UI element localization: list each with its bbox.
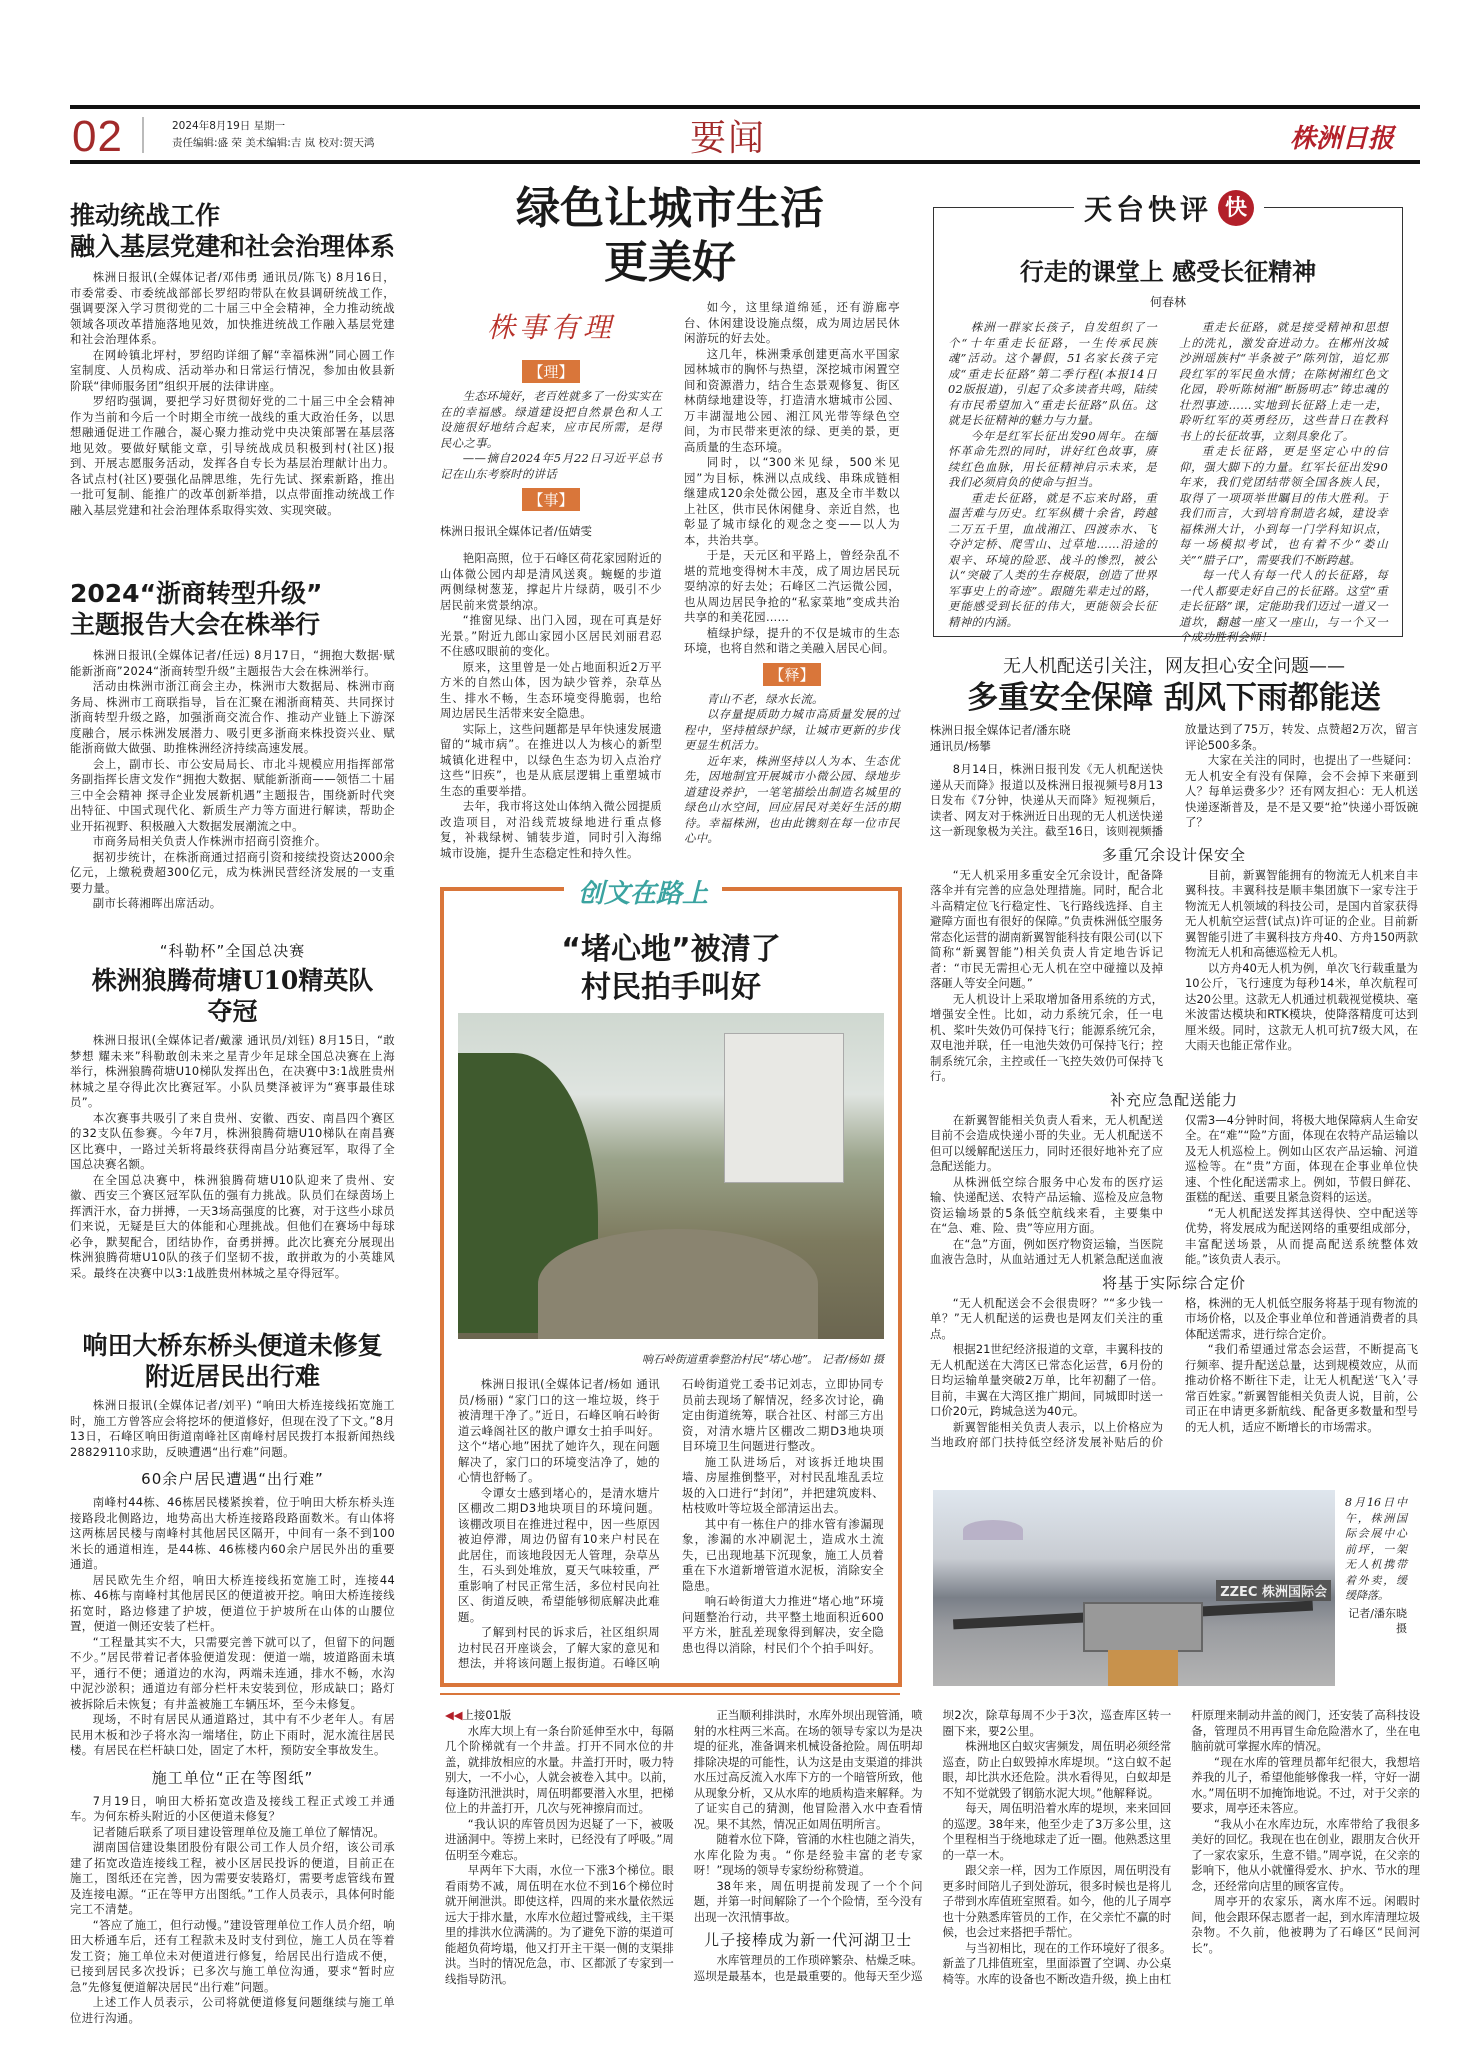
article-body — [70, 1495, 395, 1759]
issue-date: 2024年8月19日 星期一 — [172, 120, 286, 132]
paragraph: “无人机配送发挥其送得快、空中配送等优势，将发展成为配送网络的重要组成部分，丰富配送场景，从而提高配送系统整体效能。”该负责人表示。 — [1185, 1205, 1418, 1266]
paragraph: 艳阳高照，位于石峰区荷花家园附近的山体微公园内却是清风送爽。蜿蜒的步道两侧绿树葱茏，撑起片片绿荫，吸引不少居民前来赏景纳凉。 — [440, 551, 662, 612]
byline: 通讯员/杨攀 — [930, 739, 991, 753]
paragraph: 其中有一栋住户的排水管有渗漏现象，渗漏的水冲刷泥土，造成水土流失，已出现地基下沉现象，施工人员着重在下水道新增管道水泥板，消除安全隐患。 — [682, 1516, 884, 1593]
headline: 行走的课堂上 感受长征精神 — [1019, 257, 1317, 286]
paragraph: 副市长蒋湘晖出席活动。 — [92, 896, 222, 910]
paragraph: 以存量提质助力城市高质量发展的过程中，坚持植绿护绿，让城市更新的步伐更显生机活力。 — [684, 707, 900, 752]
author: 何春林 — [1149, 295, 1186, 309]
paragraph: 湖南国信建设集团股份有限公司工作人员介绍，该公司承建了拓宽改造连接线工程，被小区居民投诉的便道，目前正在施工，图纸还在完善，因为需要安装路灯，需要考虑管线布置及连接电源。“正在等甲方出图纸。”工作人员表示，具体何时能完工不清楚。 — [70, 1840, 395, 1916]
paragraph: 株洲日报讯(全媒体记者/刘平) “响田大桥连接线拓宽施工时，施工方曾答应会将挖坏的便道修好，但现在没了下文。”8月13日，石峰区响田街道南峰社区南峰村居民拨打本报新闻热线28829110求助，反映遭遇“出行难”问题。 — [70, 1398, 395, 1459]
kicker: 无人机配送引关注，网友担心安全问题—— — [1003, 656, 1345, 677]
paragraph: 施工队进场后，对该拆迁地块围墙、房屋推倒整平，对村民乱堆乱丢垃圾的入口进行“封闭”，并把建筑废料、枯枝败叶等垃圾全部清运出去。 — [682, 1454, 884, 1515]
paragraph: 在“急”方面，例如医疗物资运输，当医院血液告急时，从血站通过无人机紧急配送血液仅需3—4分钟时间，将极大地保障病人生命安全。在“难”“险”方面，体现在农特产品运输以及无人机巡检上。例如山区农产品运输、河道巡检等。在“贵”方面，体现在企事业单位快速、个性化配送需求上。例如，节假日鲜花、蛋糕的配送、重要且紧急资料的运送。 — [930, 1112, 1418, 1266]
article-football — [70, 940, 395, 1281]
column-logo: 株事有理 — [486, 311, 615, 344]
article-body — [70, 1794, 395, 2027]
paragraph: 周亭开的农家乐，离水库不远。闲暇时间，他会跟环保志愿者一起，到水库清理垃圾杂物。不久前，他被聘为了石峰区“民间河长”。 — [1191, 1894, 1420, 1955]
subheading: 儿子接棒成为新一代河湖卫士 — [704, 1931, 913, 1949]
article-body — [930, 1113, 1418, 1268]
headline: 响田大桥东桥头便道未修复 — [82, 1331, 383, 1360]
paragraph: 于是，天元区和平路上，曾经杂乱不堪的荒地变得树木丰茂，成了周边居民玩耍纳凉的好去处；石峰区二汽运微公园，也从周边居民争抢的“私家菜地”变成共治共享的和美花园…… — [684, 548, 900, 624]
paragraph: 植绿护绿，提升的不仅是城市的生态环境，也将自然和谐之美融入居民心间。 — [684, 625, 900, 655]
header-top-rule — [70, 105, 1420, 109]
article-united-front — [70, 200, 395, 518]
paragraph: 水库管理员的工作琐碎繁杂、枯燥乏味。巡坝是最基本，也是最重要的。他每天至少巡坝2次，除草每周不少于3次，巡查库区转一圈下来，要2公里。 — [693, 1708, 1172, 1983]
paragraph: 38年来，周伍明提前发现了一个个问题，并第一时间解除了一个个险情，至今没有出现一次汛情事故。 — [693, 1878, 923, 1924]
headline: “堵心地”被清了 — [561, 932, 781, 967]
paragraph: 了解到村民的诉求后，社区组织周边村民召开座谈会，了解大家的意见和想法，并将该问题上报街道。石峰区响石岭街道党工委书记刘志，立即协同专员前去现场了解情况，经多次讨论，确定由街道统筹，联合社区、村部三方出资，对清水塘片区棚改二期D3地块项目环境卫生问题进行整改。 — [458, 1377, 884, 1670]
article-body — [70, 1398, 395, 1460]
arrow-left-icon: ◀◀ — [445, 1708, 463, 1722]
paragraph: “现在水库的管理员都年纪很大，我想培养我的儿子，希望他能够像我一样，守好一湖水。”周伍明不加掩饰地说。不过，对于父亲的要求，周亭还未答应。 — [1191, 1754, 1420, 1815]
paragraph: 每天，周伍明沿着水库的堤坝，来来回回的巡逻。38年来，他至少走了3万多公里，这个里程相当于绕地球走了近一圈。他熟悉这里的一草一木。 — [942, 1801, 1172, 1862]
paragraph: 7月19日，响田大桥拓宽改造及接线工程正式竣工并通车。为何东桥头附近的小区便道未修复？ — [70, 1793, 395, 1823]
page-number: 02 — [72, 112, 123, 161]
headline: 更美好 — [604, 237, 736, 288]
article-body — [70, 270, 395, 518]
paragraph: 近年来，株洲坚持以人为本、生态优先，因地制宜开展城市小微公园、绿地步道建设养护，一笔笔描绘出制造名城里的绿色山水空间，回应居民对美好生活的期待。幸福株洲，也由此镌刻在每一位市民心中。 — [684, 753, 900, 845]
article-chuangwen-box — [440, 879, 902, 1687]
paragraph: “无人机采用多重安全冗余设计，配备降落伞并有完善的应急处理措施。同时，配合北斗高精定位飞行稳定性、飞行路线选择、自主避障方面也有很好的保障。”负责株洲低空服务常态化运营的湖南新翼智能科技有限公司(以下简称“新翼智能”)相关负责人肯定地告诉记者：“市民无需担心无人机在空中碰撞以及掉落砸人等安全问题。” — [930, 867, 1163, 990]
divider — [142, 117, 144, 153]
quote: 生态环境好，老百姓就多了一份实实在在的幸福感。绿道建设把自然景色和人工设施很好地结合起来，应市民所需，是得民心之事。 — [440, 389, 662, 450]
byline: 株洲日报讯全媒体记者/伍婧雯 — [440, 524, 592, 538]
column-logo-text: 天台快评 — [1084, 193, 1213, 226]
paragraph: 与当初相比，现在的工作环境好了很多。新盖了几排值班室，里面添置了空调、办公桌椅等。水库的设备也不断改造升级，换上由杠杆原理来制动井盖的阀门，还安装了高科技设备，管理员不用再冒生命危险潜水了，坐在电脑前就可掌握水库的情况。 — [942, 1708, 1420, 1986]
quote-source: ——摘自2024年5月22日习近平总书记在山东考察时的讲话 — [440, 451, 662, 481]
article-continued — [445, 1708, 1420, 1987]
subheading: 施工单位“正在等图纸” — [151, 1768, 314, 1787]
paragraph: 大家在关注的同时，也提出了一些疑问：无人机安全有没有保障，会不会掉下来砸到人？每单运费多少？还有网友担心：无人机送快递逐渐普及，是不是又要“抢”快递小哥饭碗了？ — [1185, 753, 1418, 829]
subheading: 将基于实际综合定价 — [1101, 1273, 1246, 1292]
tag-li: 【理】 — [522, 360, 579, 383]
paragraph: 8月14日，株洲日报刊发《无人机配送快递从天而降》报道以及株洲日报视频号8月13日发布《7分钟，快递从天而降》短视频后，读者、网友对于株洲近日出现的无人机送快递这一新现象极为关注。截至16日，该则视频播放量达到了75万，转发、点赞超2万次，留言评论500多条。 — [930, 722, 1418, 838]
divider — [440, 1693, 900, 1695]
article-zheshang — [70, 578, 395, 912]
paragraph: 罗绍昀强调，要把学习好贯彻好党的二十届三中全会精神作为当前和今后一个时期全市统一战线的重大政治任务，以思想融通促进工作融合，凝心聚力推动党中央决策部署在基层落地见效。要做好赋能文章，引导统战成员积极到村(社区)报到、开展志愿服务活动，发挥各自专长为基层治理献计出力。各试点村(社区)要强化品牌思维，先行先试、探索新路，推出一批可复制、能推广的改革创新举措，以点带面推动统战工作融入基层党建和社会治理体系取得实效、实现突破。 — [70, 394, 395, 517]
paragraph: 会上，副市长、市公安局局长、市北斗规模应用指挥部常务副指挥长唐文发作“拥抱大数据、赋能新浙商——领悟二十届三中全会精神 探寻企业发展新机遇”主题报告，围绕新时代突出特征、中国式现代化、新质生产力等方面进行解读，帮助企业开拓视野、积极融入大数据发展潮流之中。 — [70, 756, 395, 833]
paragraph: 株洲一群家长孩子，自发组织了一个“十年重走长征路，一生传承民族魂”活动。这个暑假，51名家长孩子完成“重走长征路”第二季行程(本报14日02版报道)，引起了众多读者共鸣，陆续有市民希望加入“重走长征路”队伍。这就是长征精神的魅力与力量。 — [948, 320, 1157, 427]
kicker: “科勒杯”全国总决赛 — [159, 942, 306, 960]
paragraph: 实际上，这些问题都是早年快速发展遗留的“城市病”。在推进以人为核心的新型城镇化进程中，以绿色生态为切入点治疗这些“旧疾”，也是从底层逻辑上重塑城市生态的重要举措。 — [440, 721, 662, 798]
paragraph: 在全国总决赛中，株洲狼腾荷塘U10队迎来了贵州、安徽、西安三个赛区冠军队伍的强有力挑战。队员们在绿茵场上挥洒汗水，奋力拼搏，一天3场高强度的比赛，对于这些小球员们来说，无疑是巨大的体能和心理挑战。但他们在赛场中每球必争，默契配合，团结协作，奋勇拼搏。此次比赛充分展现出株洲狼腾荷塘U10队的孩子们坚韧不拔，敢拼敢为的小英雄风采。最终在决赛中以3:1战胜贵州林城之星夺得冠军。 — [70, 1172, 395, 1280]
masthead-logo: 株洲日报 — [1290, 124, 1395, 154]
paragraph: 正当顺利排洪时，水库外坝出现管涌，喷射的水柱两三米高。在场的领导专家以为是决堤的征兆，准备调来机械设备抢险。周伍明却排除决堤的可能性，认为这是由支渠道的排洪水压过高反流入水库下方的一个暗管所致，他从现象分析，又从水库的地质构造来解释。为了证实自己的猜测，他冒险潜入水中查看情况。果不其然，情况正如周伍明所言。 — [693, 1708, 923, 1831]
paragraph: 在网岭镇北坪村，罗绍昀详细了解“幸福株洲”同心圆工作室制度、人员构成、活动举办和日常运行情况，参加由攸县新阶联“律师服务团”组织开展的法律讲座。 — [70, 347, 395, 393]
paragraph: 去年，我市将这处山体纳入微公园提质改造项目，对沿线荒坡绿地进行重点修复，补栽绿树、铺装步道，同时引入海绵城市设施，提升生态稳定性和持久性。 — [440, 799, 662, 860]
paragraph: 新翼智能相关负责人表示，以上价格应为当地政府部门扶持低空经济发展补贴后的价格，株洲的无人机低空服务将基于现有物流的市场价格，以及企事业单位和普通消费者的具体配送需求，进行综合定价。 — [930, 1295, 1418, 1449]
section-title: 要闻 — [690, 118, 767, 159]
paragraph: 市商务局相关负责人作株洲市招商引资推介。 — [92, 834, 327, 848]
paragraph: 重走长征路，更是坚定心中的信仰，强大脚下的力量。红军长征出发90年来，我们党团结带领全国各族人民，取得了一项项举世瞩目的伟大胜利。于我们而言，大到培育制造名城，建设幸福株洲大计，小到每一门学科知识点，每一场模拟考试，也有着不少“娄山关”“腊子口”，需要我们不断跨越。 — [1179, 444, 1388, 567]
seal-icon: 快 — [1218, 190, 1254, 226]
photo-sign: ZZEC 株洲国际会 — [1216, 1580, 1331, 1601]
news-photo-drone — [933, 1490, 1335, 1686]
paragraph: 株洲日报讯(全媒体记者/邓伟勇 通讯员/陈飞) 8月16日，市委常委、市委统战部部长罗绍昀带队在攸县调研统战工作，强调要深入学习贯彻党的二十届三中全会精神，全力推动统战领域各项改革措施落地见效，加快推进统战工作融入基层党建和社会治理体系。 — [70, 270, 395, 346]
paragraph: 如今，这里绿道绵延，还有游廊亭台、休闲建设设施点缀，成为周边居民休闲游玩的好去处。 — [684, 300, 900, 345]
paragraph: 株洲地区白蚁灾害频发，周伍明必须经常巡查，防止白蚁毁掉水库堤坝。“这白蚁不起眼，却比洪水还危险。洪水看得见，白蚁却是不知不觉就毁了钢筋水泥大坝。”他解释说。 — [942, 1739, 1172, 1800]
paragraph: 据初步统计，在株浙商通过招商引资和接续投资达2000余亿元，上缴税费超300亿元，成为株洲民营经济发展的一支重要力量。 — [70, 849, 395, 895]
article-body — [440, 551, 662, 861]
paragraph: 跟父亲一样，因为工作原因，周伍明没有更多时间陪儿子到处游玩，很多时候也是将儿子带到水库值班室照看。如今，他的儿子周亭也十分熟悉库管员的工作，在父亲忙不赢的时候，也会过来搭把手帮忙。 — [942, 1863, 1172, 1939]
paragraph: 在新翼智能相关负责人看来，无人机配送目前不会造成快递小哥的失业。无人机配送不但可以缓解配送压力，同时还很好地补充了应急配送能力。 — [930, 1112, 1163, 1173]
paragraph: 今年是红军长征出发90周年。在缅怀革命先烈的同时，讲好红色故事，赓续红色血脉，用长征精神启示未来，是我们必须肩负的使命与担当。 — [948, 428, 1157, 489]
paragraph: 早两年下大雨，水位一下涨3个梯位。眼看雨势不减，周伍明在水位不到16个梯位时就开闸泄洪。即使这样，四周的来水量依然远远大于排水量，水库水位超过警戒线，主干渠里的排洪水位满满的。为了避免下游的渠道可能超负荷垮塌，他又打开主干渠一侧的支渠排洪。当时的情况危急，市、区都派了专家到一线指导防汛。 — [445, 1863, 674, 1986]
article-body — [458, 1377, 884, 1672]
paragraph: 南峰村44栋、46栋居民楼紧挨着，位于响田大桥东桥头连接路段北侧路边，地势高出大桥连接路段路面数米。有山体将这两栋居民楼与南峰村其他居民区隔开，中间有一条不到100米长的通道相连，是44栋、46栋楼内60余户居民外出的重要通道。 — [70, 1495, 395, 1571]
article-body — [948, 320, 1388, 646]
paragraph: 重走长征路，就是接受精神和思想上的洗礼，激发奋进动力。在郴州汝城沙洲瑶族村“半条被子”陈列馆，追忆那段红军的军民鱼水情；在陈树湘红色文化园，聆听陈树湘“断肠明志”铸忠魂的壮烈事迹……实地到长征路上走一走，聆听红军的英勇经历，这些昔日在教科书上的长征故事，立刻具象化了。 — [1179, 320, 1388, 443]
commentary-box — [933, 193, 1403, 644]
paragraph: 重走长征路，就是不忘来时路，重温苦难与历史。红军纵横十余省，跨越二万五千里，血战湘江、四渡赤水、飞夺泸定桥、爬雪山、过草地……沿途的艰辛、环境的险恶、战斗的惨烈，被公认“突破了人类的生存极限，创造了世界军事史上的奇迹”。跟随先辈走过的路，更能感受到长征的伟大，更能领会长征精神的内涵。 — [948, 490, 1157, 629]
paragraph: 根据21世纪经济报道的文章，丰翼科技的无人机配送在大湾区已常态化运营，6月份的日均运输单量突破2万单，比年初翻了一倍。目前，丰翼在大湾区推广期间，同城即时送一口价20元，跨城急送为40元。 — [930, 1342, 1163, 1418]
jump-text: 上接01版 — [462, 1708, 512, 1722]
article-drone-delivery — [930, 652, 1418, 1451]
paragraph: 水库大坝上有一条台阶延伸至水中，每隔几个阶梯就有一个井盖。打开不同水位的井盖，就排放相应的水量。井盖打开时，吸力特别大，一不小心，人就会被卷入其中。以前，每逢防汛泄洪时，周伍明都要潜入水里，把梯位上的井盖打开，几次与死神擦肩而过。 — [445, 1723, 674, 1815]
paragraph: 这几年，株洲秉承创建更高水平国家园林城市的胸怀与热望，深挖城市闲置空间和资源潜力，结合生态景观修复、街区林荫绿地建设等，打造清水塘城市公园、万丰湖湿地公园、湘江风光带等绿色空间，为市民带来更浓的绿、更美的景，更高质量的生态环境。 — [684, 346, 900, 454]
caption-text: 8月16日中午，株洲国际会展中心前坪，一架无人机携带着外卖，缓缓降落。 — [1345, 1496, 1407, 1602]
paragraph: “推窗见绿、出门入园，现在可真是好光景。”附近九郎山家园小区居民刘丽君忍不住感叹眼前的变化。 — [440, 613, 662, 658]
byline: 株洲日报全媒体记者/潘东晓 — [930, 723, 1071, 737]
paragraph: “我们希望通过常态会运营，不断提高飞行频率、提升配送总量，达到规模效应，从而推动价格不断往下走，让无人机配送‘飞入’寻常百姓家。”新翼智能相关负责人说，目前，公司正在申请更多新航线、配备更多数量和型号的无人机，适应不断增长的市场需求。 — [1185, 1342, 1418, 1434]
paragraph: 同时，以“300米见绿，500米见园”为目标，株洲以点成线、串珠成链相继建成120余处微公园，惠及全市半数以上社区，供市民休闲健身、亲近自然，也彰显了城市绿化的观念之变——以人为本，共治共享。 — [684, 455, 900, 547]
paragraph: “我从小在水库边玩，水库带给了我很多美好的回忆。我现在也在创业，跟朋友合伙开了一家农家乐，生意不错。”周亭说，在父亲的影响下，他从小就懂得爱水、护水、节水的理念，还经常向店里的顾客宣传。 — [1191, 1816, 1420, 1893]
paragraph: 从株洲低空综合服务中心发布的医疗运输、快递配送、农特产品运输、巡检及应急物资运输场景的5条低空航线来看，主要集中在“急、难、险、贵”等应用方面。 — [930, 1174, 1163, 1235]
paragraph: “我认识的库管员因为迟疑了一下，被吸进涵洞中。等捞上来时，已经没有了呼吸。”周伍明至今难忘。 — [445, 1816, 674, 1862]
paragraph: 每一代人有每一代人的长征路，每一代人都要走好自己的长征路。这堂“重走长征路”课，定能助我们迈过一道又一道坎，翻越一座又一座山，与一个又一个成功胜利会师！ — [1179, 568, 1388, 644]
issue-meta — [172, 118, 374, 152]
article-xiangtian-bridge — [70, 1330, 395, 2026]
tag-shi: 【事】 — [522, 488, 579, 511]
paragraph: “工程量其实不大，只需要完善下就可以了，但留下的问题不少。”居民带着记者体验便道发现：便道一端，坡道路面未填平，通行不便；通道边的水沟，两端未连通，排水不畅，水沟中泥沙淤积；通道边有部分栏杆未安装到位，形成缺口；路灯被拆除后未恢复；有井盖被施工车辆压坏，至今未修复。 — [70, 1634, 395, 1711]
article-body — [930, 1296, 1418, 1451]
article-green-city — [440, 182, 900, 861]
headline: 推动统战工作 — [70, 201, 221, 230]
article-body — [930, 868, 1418, 1085]
editors: 责任编辑:盛 荣 美术编辑:吉 岚 校对:贺天鸿 — [172, 137, 375, 149]
headline: 株洲狼腾荷塘U10精英队 — [91, 966, 374, 995]
jump-label — [445, 1708, 674, 1724]
paragraph: 随着水位下降，管涌的水柱也随之消失，水库化险为夷。“你是经验丰富的老专家呀！”现场的领导专家纷纷称赞道。 — [693, 1832, 923, 1877]
photo-caption — [1345, 1495, 1407, 1637]
paragraph: 记者随后联系了项目建设管理单位及施工单位了解情况。 — [92, 1824, 386, 1839]
article-body — [70, 648, 395, 912]
paragraph: 无人机设计上采取增加备用系统的方式，增强安全性。比如，动力系统冗余，任一电机、桨叶失效仍可保持飞行；能源系统冗余，双电池并联，任一电池失效仍可保持飞行；控制系统冗余，主控或任一飞控失效仍可保持飞行。 — [930, 991, 1163, 1083]
headline: 主题报告大会在株举行 — [70, 610, 321, 639]
news-photo-cleared-site — [458, 1013, 884, 1339]
paragraph: 本次赛事共吸引了来自贵州、安徽、西安、南昌四个赛区的32支队伍参赛。今年7月，株洲狼腾荷塘U10梯队在南昌赛区比赛中，一路过关斩将最终获得南昌分站赛冠军，取得了全国总决赛名额。 — [70, 1110, 395, 1171]
headline: 绿色让城市生活 — [516, 183, 824, 234]
paragraph: 目前，新翼智能拥有的物流无人机来自丰翼科技。丰翼科技是顺丰集团旗下一家专注于物流无人机领域的科技公司，是国内首家获得无人机航空运营(试点)许可证的企业。目前新翼智能引进了丰翼科技方舟40、方舟150两款物流无人机和高德巡检无人机。 — [1185, 867, 1418, 959]
paragraph: 株洲日报讯(全媒体记者/杨如 通讯员/杨丽) “家门口的这一堆垃圾，终于被清理干净了。”近日，石峰区响石岭街道云峰阁社区的散户谭女士拍手叫好。这个“堵心地”困扰了她许久，现在问题解决了，家门口的环境变洁净了，她的心情也舒畅了。 — [458, 1377, 660, 1484]
headline: 多重安全保障 刮风下雨都能送 — [967, 680, 1381, 716]
tag-yi: 【释】 — [763, 663, 820, 686]
article-body — [684, 300, 900, 657]
paragraph: 现场，不时有居民从通道路过，其中有不少老年人。有居民用木板和沙子将水沟一端堵住，防止下雨时，泥水流往居民楼。有居民在栏杆缺口处，固定了木杆，预防安全事故发生。 — [70, 1712, 395, 1757]
column-logo: 创文在路上 — [564, 873, 722, 910]
headline: 夺冠 — [207, 997, 258, 1026]
headline: 2024“浙商转型升级” — [70, 579, 323, 608]
photo-caption: 响石岭街道重拳整治村民“堵心地”。 记者/杨如 摄 — [641, 1353, 884, 1366]
paragraph: “答应了施工，但行动慢。”建设管理单位工作人员介绍，响田大桥通车后，还有工程款未及时支付到位，施工人员在等着发工资；施工单位未对便道进行修复，给居民出行造成不便，已接到居民多次投诉；已多次与施工单位沟通，要求“暂时应急”先修复便道解决居民“出行难”问题。 — [70, 1917, 395, 1994]
paragraph: 原来，这里曾是一处占地面积近2万平方米的自然山体，因为缺少管养，杂草丛生、排水不畅，生态环境变得脆弱，也给周边居民生活带来安全隐患。 — [440, 659, 662, 720]
paragraph: 以方舟40无人机为例，单次飞行载重量为10公斤，飞行速度为每秒14米，单次航程可达20公里。这款无人机通过机载视觉模块、毫米波雷达模块和RTK模块，使降落精度可达到厘米级。同时，这款无人机可抗7级大风，在大雨天也能正常作业。 — [1185, 960, 1418, 1052]
paragraph: 活动由株洲市浙江商会主办，株洲市大数据局、株洲市商务局、株洲市工商联指导，旨在汇聚在湘浙商精英、共同探讨浙商转型升级之路，加强浙商交流合作、推动产业链上下游深度融合，展示株洲发展潜力、吸引更多浙商来株投资兴业、赋能浙商做大做强、助推株洲经济持续高速发展。 — [70, 679, 395, 755]
paragraph: 上述工作人员表示，公司将就便道修复问题继续与施工单位进行沟通。 — [70, 1995, 395, 2025]
headline: 村民拍手叫好 — [581, 970, 761, 1005]
subheading: 多重冗余设计保安全 — [1101, 845, 1246, 864]
photo-credit: 记者/潘东晓 摄 — [1348, 1606, 1407, 1635]
paragraph: 居民欧先生介绍，响田大桥连接线拓宽施工时，连接44栋、46栋与南峰村其他居民区的便道被开挖。响田大桥连接线拓宽时，路边修建了护坡，便道位于护坡所在山体的山腰位置，便道一侧还安装了栏杆。 — [70, 1572, 395, 1633]
paragraph: 青山不老，绿水长流。 — [706, 691, 824, 706]
headline: 融入基层党建和社会治理体系 — [70, 232, 396, 261]
headline: 附近居民出行难 — [144, 1362, 320, 1391]
paragraph: 令谭女士感到堵心的，是清水塘片区棚改二期D3地块项目的环境问题。该棚改项目在推进过程中，因一些原因被迫停滞，周边仍留有10来户村民在此居住，而该地段因无人管理，杂草丛生，石头到处堆放，夏天气味较重，严重影响了村民正常生活，多位村民向社区、街道反映，希望能够彻底解决此难题。 — [458, 1485, 660, 1624]
subheading: 补充应急配送能力 — [1109, 1090, 1238, 1109]
paragraph: 株洲日报讯(全媒体记者/任远) 8月17日，“拥抱大数据·赋能新浙商”2024“浙商转型升级”主题报告大会在株洲举行。 — [70, 648, 395, 678]
paragraph: 响石岭街道大力推进“堵心地”环境问题整治行动，共平整土地面积近600平方米，脏乱差现象得到解决，安全隐患也得以消除，村民们个个拍手叫好。 — [682, 1594, 884, 1655]
column-logo — [1074, 188, 1264, 228]
paragraph: 株洲日报讯(全媒体记者/戴濛 通讯员/刘钰) 8月15日，“敢梦想 耀未来”科勒敢创未来之星青少年足球全国总决赛在上海举行，株洲狼腾荷塘U10梯队发挥出色，在决赛中3:1战胜贵州林城之星夺得此次比赛冠军。小队员樊泽被评为“赛事最佳球员”。 — [70, 1033, 395, 1109]
article-body — [70, 1033, 395, 1281]
article-body — [684, 692, 900, 847]
paragraph: “无人机配送会不会很贵呀？”“多少钱一单？”无人机配送的运费也是网友们关注的重点。 — [930, 1295, 1163, 1341]
subheading: 60余户居民遭遇“出行难” — [141, 1470, 324, 1488]
